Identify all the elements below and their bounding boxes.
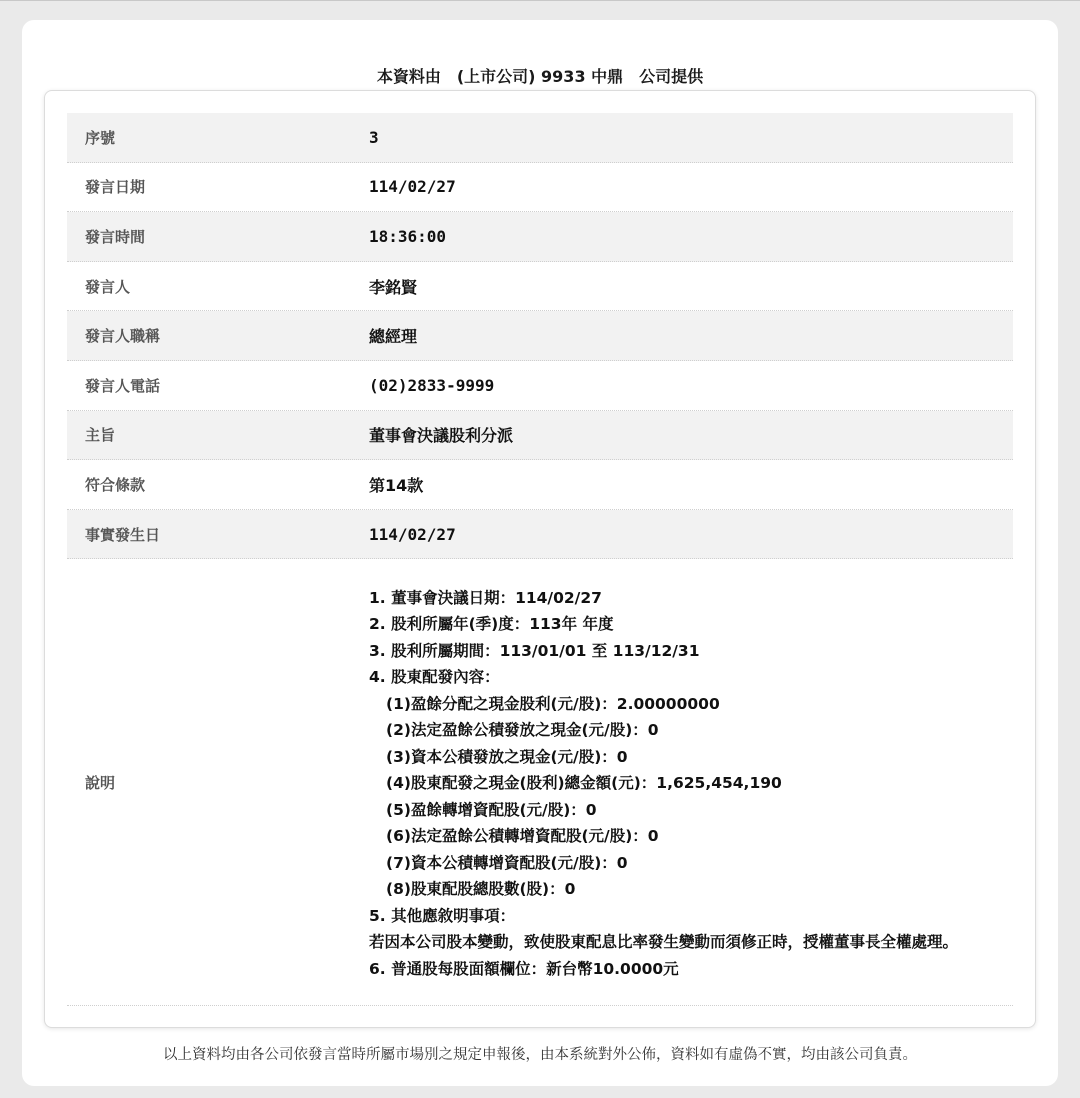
field-label: 發言人職稱 [85, 327, 161, 346]
row-announcement-date [67, 163, 1013, 213]
description-line: 4. 股東配發內容： [369, 668, 500, 687]
field-label: 發言人 [85, 277, 131, 296]
description-line: 5. 其他應敘明事項： [369, 906, 516, 925]
description-line: 3. 股利所屬期間：113/01/01 至 113/12/31 [369, 641, 700, 660]
field-label: 說明 [85, 773, 116, 792]
field-label: 發言日期 [85, 178, 146, 197]
row-serial-number [67, 113, 1013, 163]
row-announcement-time [67, 212, 1013, 262]
top-divider [0, 0, 1080, 1]
field-value: 李銘賢 [369, 277, 418, 297]
description-body [369, 575, 1013, 991]
row-spokesperson-phone [67, 361, 1013, 411]
description-subline: (8)股東配股總股數(股)：0 [386, 880, 576, 899]
row-spokesperson-title [67, 311, 1013, 361]
description-subline: (5)盈餘轉增資配股(元/股)：0 [386, 800, 597, 819]
row-subject [67, 411, 1013, 461]
field-label: 序號 [85, 128, 116, 147]
row-description [67, 559, 1013, 1006]
field-label: 發言時間 [85, 227, 146, 246]
field-value: (02)2833-9999 [369, 375, 495, 395]
field-value: 第14款 [369, 475, 424, 495]
description-subline: (3)資本公積發放之現金(元/股)：0 [386, 747, 628, 766]
field-label: 發言人電話 [85, 376, 161, 395]
description-line: 2. 股利所屬年(季)度：113年 年度 [369, 615, 614, 634]
announcement-page [22, 20, 1058, 1086]
field-value: 3 [369, 127, 379, 147]
description-subline: (2)法定盈餘公積發放之現金(元/股)：0 [386, 721, 659, 740]
announcement-detail-card [44, 90, 1036, 1028]
description-subline: (1)盈餘分配之現金股利(元/股)：2.00000000 [386, 694, 720, 713]
field-label: 主旨 [85, 426, 116, 445]
field-value: 18:36:00 [369, 226, 447, 246]
description-line: 1. 董事會決議日期：114/02/27 [369, 588, 602, 607]
field-value: 114/02/27 [369, 524, 456, 544]
description-line: 6. 普通股每股面額欄位：新台幣10.0000元 [369, 959, 679, 978]
field-label: 事實發生日 [85, 525, 161, 544]
disclaimer-note: 以上資料均由各公司依發言當時所屬市場別之規定申報後，由本系統對外公佈，資料如有虛偽不實，均由該公司負責。 [163, 1047, 917, 1063]
field-value: 114/02/27 [369, 177, 456, 197]
field-value: 總經理 [369, 327, 418, 347]
field-label: 符合條款 [85, 475, 146, 494]
description-line: 若因本公司股本變動，致使股東配息比率發生變動而須修正時，授權董事長全權處理。 [369, 933, 959, 952]
description-subline: (6)法定盈餘公積轉增資配股(元/股)：0 [386, 827, 659, 846]
row-applicable-clause [67, 460, 1013, 510]
description-subline: (4)股東配發之現金(股利)總金額(元)：1,625,454,190 [386, 774, 782, 793]
provider-heading: 本資料由 (上市公司) 9933 中鼎 公司提供 [376, 67, 704, 86]
row-spokesperson [67, 262, 1013, 312]
announcement-table [67, 113, 1013, 1006]
field-value: 董事會決議股利分派 [369, 426, 514, 446]
row-fact-date [67, 510, 1013, 560]
description-subline: (7)資本公積轉增資配股(元/股)：0 [386, 853, 628, 872]
